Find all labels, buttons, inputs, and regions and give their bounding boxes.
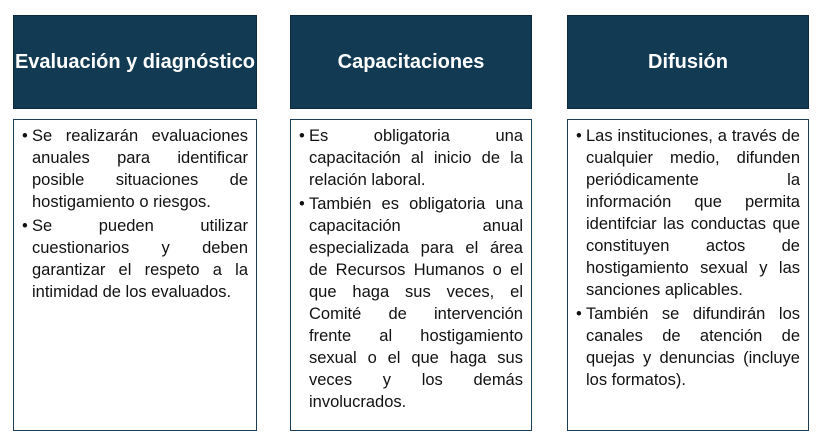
bullet-list (299, 125, 523, 413)
list-item: • También es obligatoria una capacitación anual especializada para el área de Recursos Humanos o el que haga sus veces, el Comité de intervención frente al hostigamiento sexual o el que haga sus veces y los demás involucrados. (299, 193, 523, 413)
column-header (290, 15, 532, 109)
bullet-list (22, 125, 248, 303)
list-item: • Las instituciones, a través de cualquier medio, difunden periódicamente la información que permita identifciar las conductas que constituyen actos de hostigamiento sexual y las sanciones aplicables. (576, 125, 800, 301)
column-body (567, 119, 809, 431)
column-evaluacion (13, 15, 257, 431)
bullet-list (576, 125, 800, 391)
list-item: • Se pueden utilizar cuestionarios y deben garantizar el respeto a la intimidad de los evaluados. (22, 215, 248, 303)
list-item: • También se difundirán los canales de atención de quejas y denuncias (incluye los formatos). (576, 303, 800, 391)
column-body (13, 119, 257, 431)
list-item: • Se realizarán evaluaciones anuales para identificar posible situaciones de hostigamiento o riesgos. (22, 125, 248, 213)
column-title: Capacitaciones (337, 51, 485, 73)
list-item: • Es obligatoria una capacitación al inicio de la relación laboral. (299, 125, 523, 191)
column-title: Difusión (648, 51, 728, 73)
column-title: Evaluación y diagnóstico (14, 51, 256, 73)
column-header (567, 15, 809, 109)
column-body (290, 119, 532, 431)
column-difusion (567, 15, 809, 431)
column-capacitaciones (290, 15, 532, 431)
column-header (13, 15, 257, 109)
